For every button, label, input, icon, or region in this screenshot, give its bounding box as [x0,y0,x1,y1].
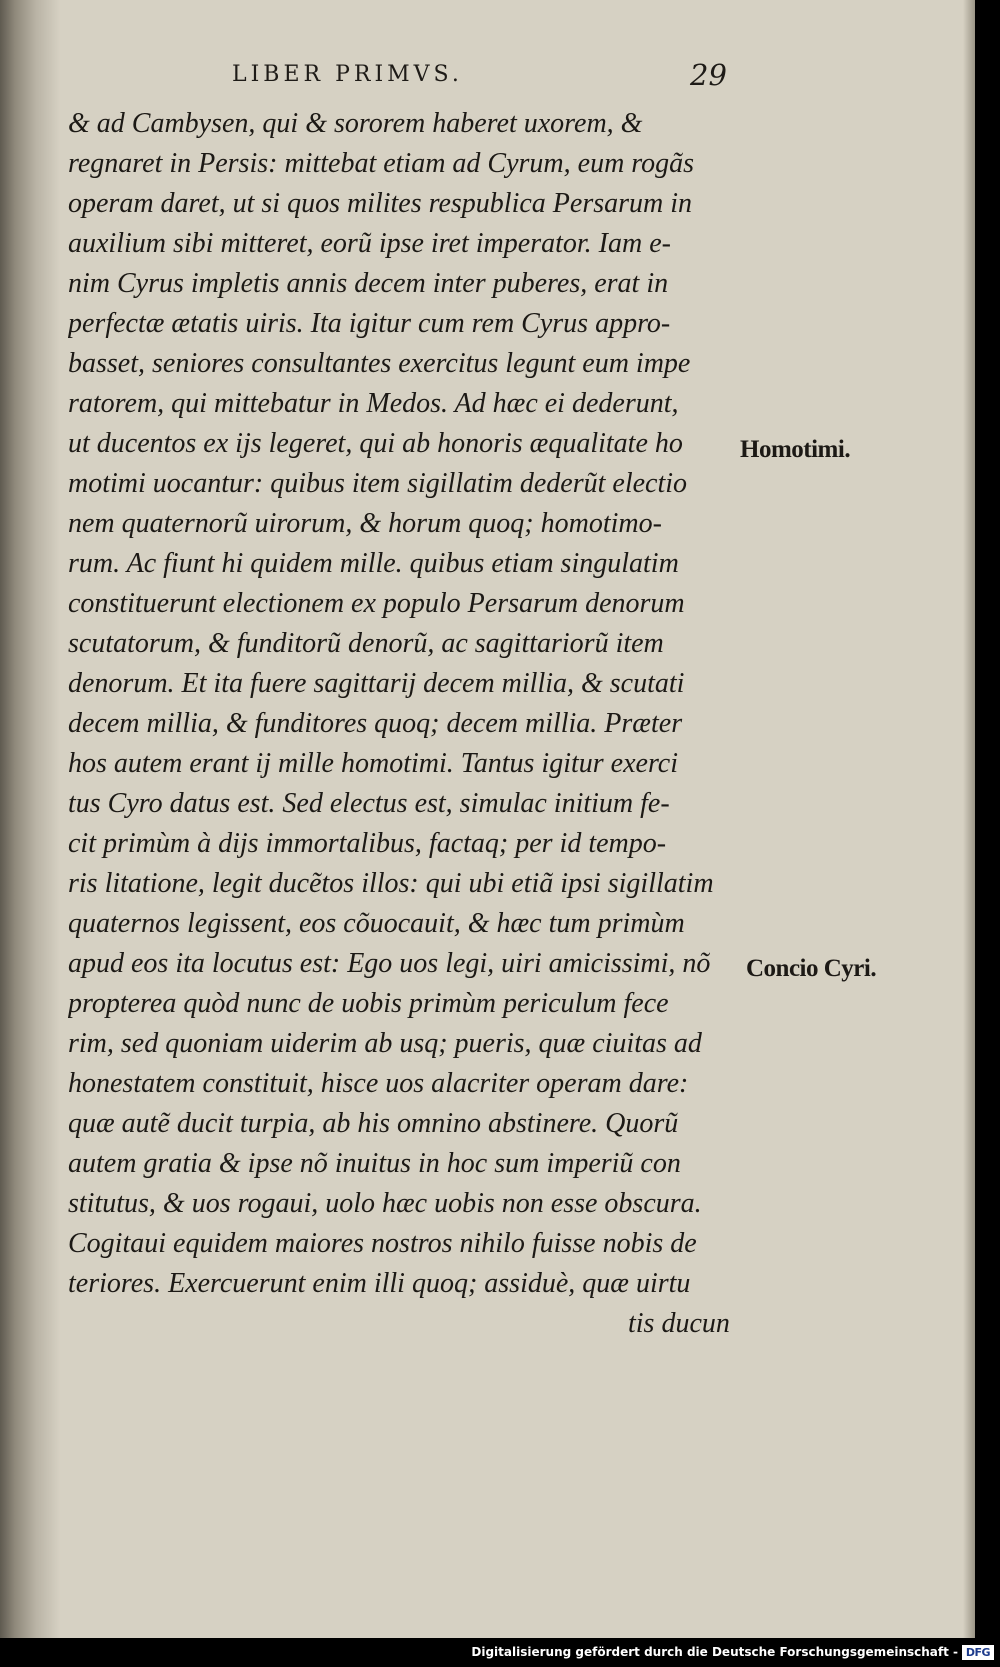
text-line: decem millia, & funditores quoq; decem millia. Præter [68,708,683,739]
text-line: quaternos legissent, eos cõuocauit, & hæc tum primùm [68,908,685,939]
text-line: & ad Cambysen, qui & sororem haberet uxorem, & [68,108,643,139]
text-line: operam daret, ut si quos milites respublica Persarum in [68,188,693,219]
text-line: apud eos ita locutus est: Ego uos legi, uiri amicissimi, nõ [68,948,711,979]
digitization-footer [0,1638,1000,1667]
text-line: honestatem constituit, hisce uos alacriter operam dare: [68,1068,689,1099]
text-line: rum. Ac fiunt hi quidem mille. quibus etiam singulatim [68,548,679,579]
text-line: denorum. Et ita fuere sagittarij decem millia, & scutati [68,668,685,699]
dfg-logo: DFG [962,1645,994,1660]
text-line: stitutus, & uos rogaui, uolo hæc uobis non esse obscura. [68,1188,702,1219]
text-line: constituerunt electionem ex populo Persarum denorum [68,588,685,619]
text-line: perfectæ ætatis uiris. Ita igitur cum rem Cyrus appro- [68,308,671,339]
text-line: teriores. Exercuerunt enim illi quoq; assiduè, quæ uirtu [68,1268,691,1299]
text-line: autem gratia & ipse nõ inuitus in hoc sum imperiũ con [68,1148,681,1179]
page-edge [963,0,975,1638]
text-line: quæ autẽ ducit turpia, ab his omnino abstinere. Quorũ [68,1108,679,1139]
text-line: nem quaternorũ uirorum, & horum quoq; homotimo- [68,508,662,539]
text-line: cit primùm à dijs immortalibus, factaq; per id tempo- [68,828,667,859]
text-line: auxilium sibi mitteret, eorũ ipse iret imperator. Iam e- [68,228,671,259]
catchword: tis ducun [628,1308,730,1339]
text-line: ratorem, qui mittebatur in Medos. Ad hæc ei dederunt, [68,388,679,419]
main-text-block [68,104,738,1344]
text-line: motimi uocantur: quibus item sigillatim dederũt electio [68,468,688,499]
text-line: hos autem erant ij mille homotimi. Tantus igitur exerci [68,748,679,779]
text-line: ris litatione, legit ducẽtos illos: qui ubi etiã ipsi sigillatim [68,868,714,899]
text-line: scutatorum, & funditorũ denorũ, ac sagittariorũ item [68,628,664,659]
marginal-note-concio-cyri: Concio Cyri. [746,955,877,982]
footer-credit: Digitalisierung gefördert durch die Deutsche Forschungsgemeinschaft - [471,1645,958,1659]
text-line: nim Cyrus impletis annis decem inter puberes, erat in [68,268,669,299]
page-number: 29 [690,58,727,92]
text-line: ut ducentos ex ijs legeret, qui ab honoris æqualitate ho [68,428,683,459]
text-line: tus Cyro datus est. Sed electus est, simulac initium fe- [68,788,670,819]
running-head: LIBER PRIMVS. [232,62,463,87]
text-line: rim, sed quoniam uiderim ab usq; pueris, quæ ciuitas ad [68,1028,702,1059]
marginal-note-homotimi: Homotimi. [740,436,851,463]
page-gutter-shadow [0,0,60,1638]
text-line: Cogitaui equidem maiores nostros nihilo fuisse nobis de [68,1228,697,1259]
text-line: propterea quòd nunc de uobis primùm periculum fece [68,988,669,1019]
text-line: basset, seniores consultantes exercitus legunt eum impe [68,348,691,379]
text-line: regnaret in Persis: mittebat etiam ad Cyrum, eum rogãs [68,148,695,179]
